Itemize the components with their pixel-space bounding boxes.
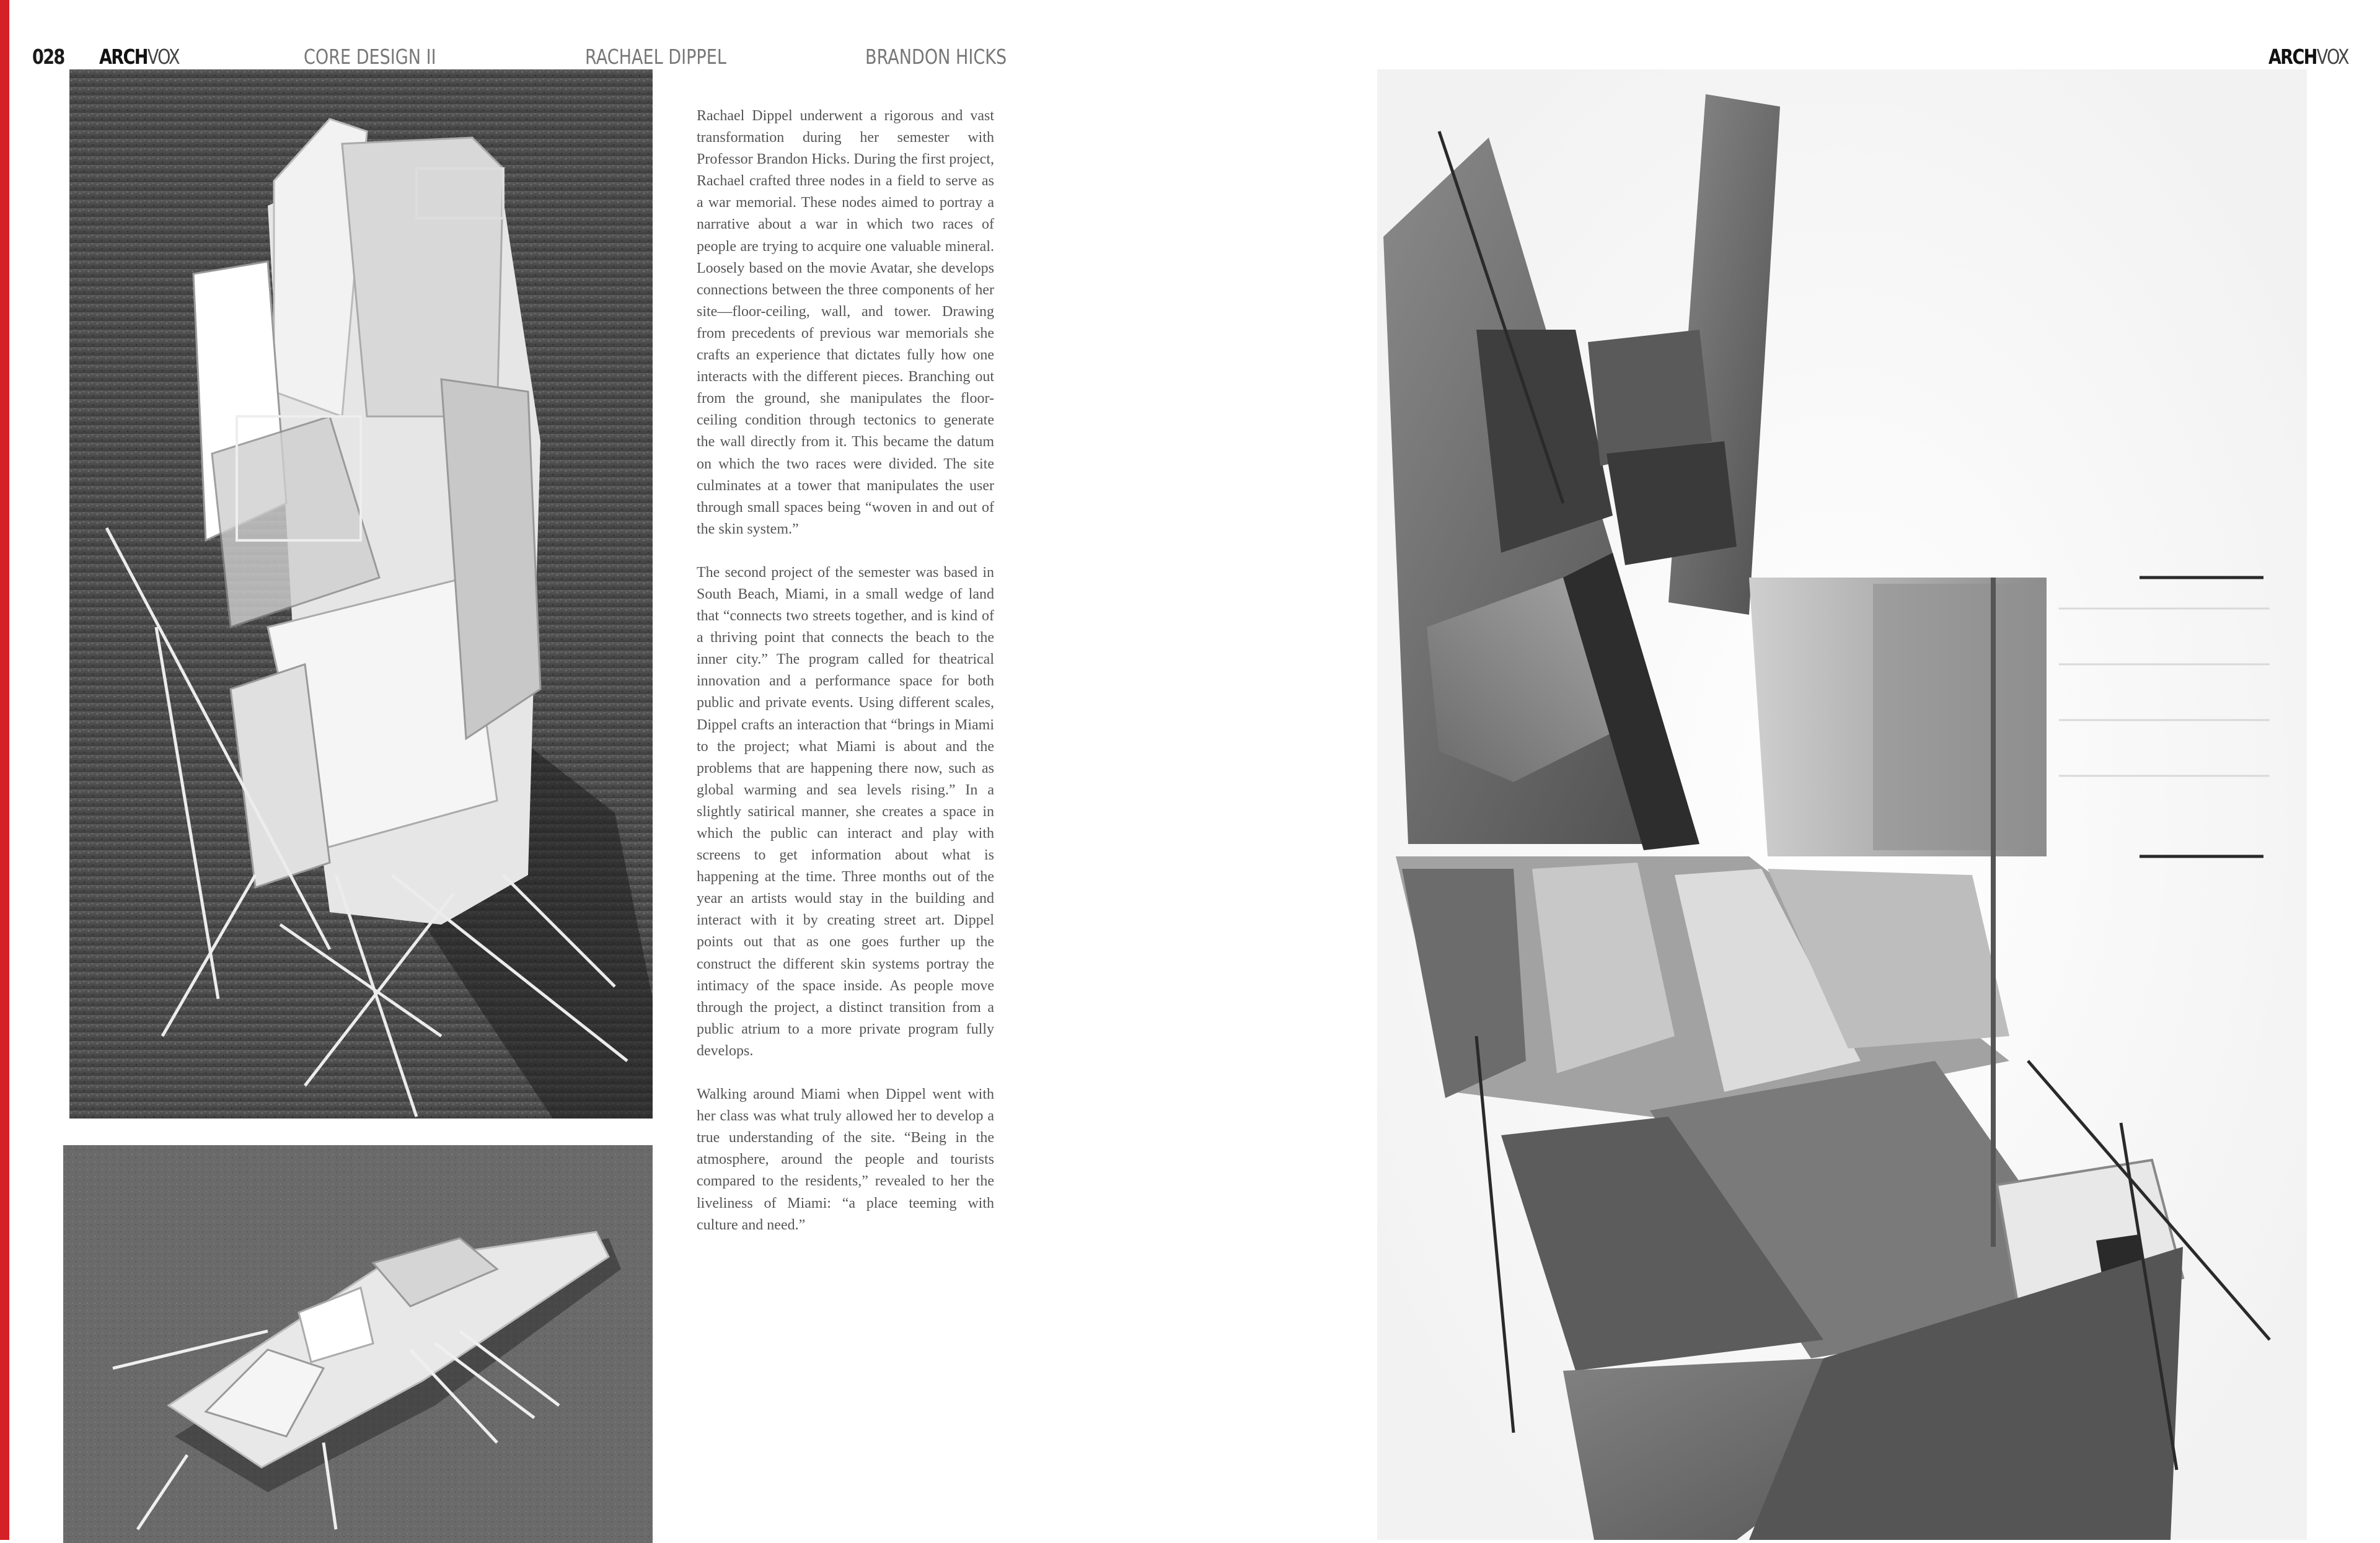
article-paragraph-1: Rachael Dippel underwent a rigorous and vast transformation during her semester with Professor Brandon Hicks. During the first project, Rachael crafted three nodes in a field to serve as a war memorial. These nodes aimed to portray a narrative about a war in which two races of people are trying to acquire one valuable mineral. Loosely based on the movie Avatar, she develops connections between the three components of her site—floor-ceiling, wall, and tower. Drawing from precedents of previous war memorials she crafts an experience that dictates fully how one interacts with the different pieces. Branching out from the ground, she manipulates the floor-ceiling condition through tectonics to generate the wall directly from it. This became the datum on which the two races were divided. The site culminates at a tower that manipulates the user through small spaces being “woven in and out of the skin system.” [697,108,994,537]
page-number: 028 [32,45,64,69]
logo-vox: VOX [147,45,179,69]
course-label: CORE DESIGN II [304,45,436,69]
aerial-model-photo [63,1145,653,1543]
masthead-logo-left [99,45,179,69]
masthead-logo-right [2268,45,2348,69]
article-paragraph-3: Walking around Miami when Dippel went with her class was what truly allowed her to develop a true understanding of the site. “Being in the atmosphere, around the people and tourists compared to the residents,” revealed to her the liveliness of Miami: “a place teeming with culture and need.” [697,1086,994,1233]
article-body [697,105,994,1258]
student-name: RACHAEL DIPPEL [585,45,726,69]
model-plan-photo [1377,69,2307,1540]
logo-arch: ARCH [2268,45,2317,69]
red-page-dot [0,53,7,60]
red-edge-bar [0,0,9,1540]
logo-arch: ARCH [99,45,148,69]
professor-name: BRANDON HICKS [865,45,1007,69]
article-paragraph-2: The second project of the semester was based in South Beach, Miami, in a small wedge of land that “connects two streets together, and is kind of a thriving point that connects the beach to the inner city.” The program called for theatrical innovation and a performance space for both public and private events. Using different scales, Dippel crafts an interaction that “brings in Miami to the project; what Miami is about and the problems that are happening there now, such as global warming and sea levels rising.” In a slightly satirical manner, she creates a space in which the public can interact and play with screens to get information about what is happening at the time. Three months out of the year an artists would stay in the building and interact with it by creating street art. Dippel points out that as one goes further up the construct the different skin systems portray the intimacy of the space inside. As people move through the project, a distinct transition from a public atrium to a more private program fully develops. [697,564,994,1059]
tower-model-photo [69,69,653,1119]
logo-vox: VOX [2316,45,2348,69]
